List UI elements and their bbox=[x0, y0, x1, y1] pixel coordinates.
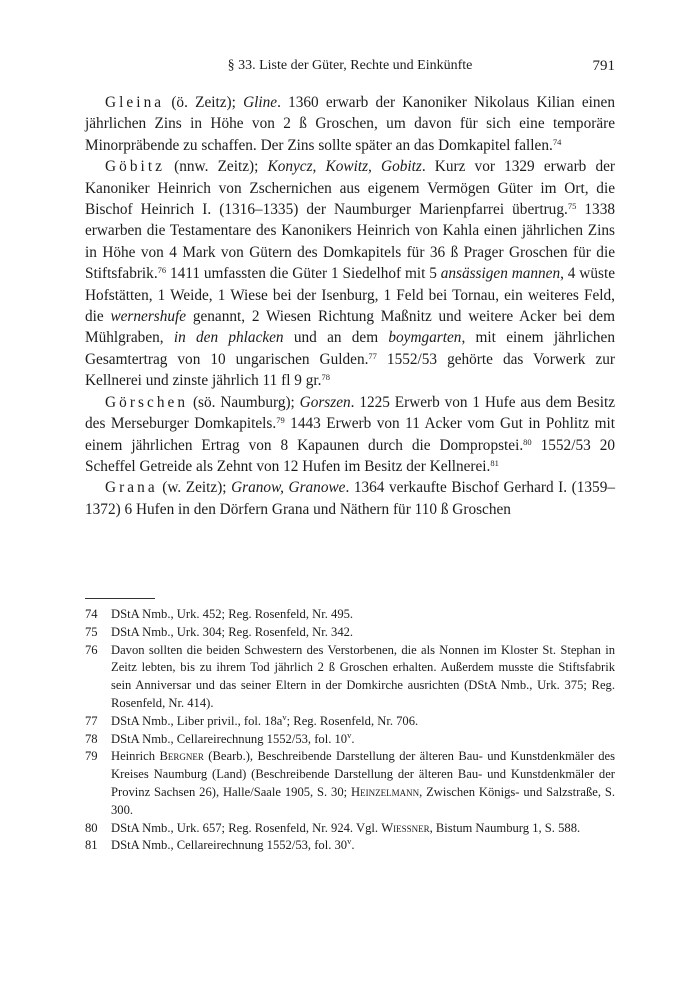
text-run: DStA Nmb., Urk. 304; Reg. Rosenfeld, Nr. 342. bbox=[111, 624, 354, 639]
text-run: . 1225 Erwerb von 1 Hufe aus dem Besitz des Merseburger Domkapitels. bbox=[85, 393, 615, 433]
footnote bbox=[85, 606, 615, 624]
footnote-text bbox=[111, 624, 615, 642]
text-run: 1552/53 gehörte das Vorwerk zur Kellnerei und zinste jährlich 11 fl 9 gr. bbox=[85, 350, 615, 390]
name-variants: Gline bbox=[243, 94, 278, 111]
text-run: genannt, 2 Wiesen Richtung Maßnitz und weitere Acker bei dem Mühlgraben, bbox=[85, 308, 615, 347]
footnote-ref: 80 bbox=[523, 436, 532, 447]
entry-paragraph bbox=[85, 156, 615, 391]
author-name: Wiessner bbox=[381, 820, 430, 835]
italic-term: in den phlacken bbox=[173, 329, 284, 347]
footnote bbox=[85, 748, 615, 819]
footnote-number: 74 bbox=[85, 607, 98, 621]
footnote-ref: 79 bbox=[276, 415, 285, 426]
text-run: 1443 Erwerb von 11 Acker vom Gut in Pohlitz mit einem jährlichen Ertrag von 8 Kapaunen durch die Dompropstei. bbox=[85, 415, 615, 454]
text-run: 1552/53 20 Scheffel Getreide als Zehnt von 12 Hufen im Besitz der Kellnerei. bbox=[85, 436, 615, 475]
place-name: Göbitz bbox=[105, 158, 165, 176]
place-name: Gleina bbox=[105, 94, 165, 111]
name-variants: Granow, Granowe bbox=[231, 479, 346, 497]
footnote-text bbox=[111, 748, 615, 819]
footnote-ref: v bbox=[347, 836, 352, 847]
author-name: Bergner bbox=[159, 749, 204, 764]
text-run: DStA Nmb., Cellareirechnung 1552/53, fol. 10 bbox=[111, 731, 348, 746]
footnote-ref: 76 bbox=[157, 265, 167, 276]
footnote-number: 79 bbox=[85, 749, 98, 764]
text-run: . 1360 erwarb der Kanoniker Nikolaus Kilian einen jährlichen Zins in Höhe von 2 ß Groschen, um davon für sich eine temporäre Minorpräbende zu schaffen. Der Zins sollte später an das Domkapitel fallen. bbox=[85, 94, 615, 154]
footnote-number: 77 bbox=[85, 713, 98, 728]
place-name: Grana bbox=[105, 479, 158, 497]
place-location: (ö. Zeitz); bbox=[164, 94, 244, 111]
text-run: DStA Nmb., Cellareirechnung 1552/53, fol. 30 bbox=[111, 838, 348, 853]
text-run: 1338 erwarben die Testamentare des Kanonikers Heinrich von Kahla einen jährlichen Zins in Höhe von 4 Mark von Gütern des Domkapitels für 36 ß Prager Groschen für die Stiftsfabrik. bbox=[85, 201, 615, 283]
name-variants: Konycz, Kowitz, Gobitz bbox=[267, 158, 422, 176]
text-run: Davon sollten die beiden Schwestern des Verstorbenen, die als Nonnen im Kloster St. Stephan in Zeitz lebten, bis zu ihrem Tod jährlich 2 ß Groschen erhalten. Außerdem musste die Stiftsfabrik sein Anniversar und das seiner Eltern in der Domkirche ausrichten (DStA Nmb., Urk. 375; Reg. Rosenfeld, Nr. 414). bbox=[111, 642, 615, 710]
footnote bbox=[85, 624, 615, 642]
text-run: , mit einem jährlichen Gesamtertrag von 10 ungarischen Gulden. bbox=[85, 329, 615, 368]
text-run: , Zwischen Königs- und Salzstraße, S. 300. bbox=[111, 784, 616, 817]
running-header bbox=[85, 58, 615, 82]
text-run: . bbox=[351, 838, 355, 853]
footnote-number: 81 bbox=[85, 838, 98, 853]
footnote-ref: 81 bbox=[490, 457, 499, 468]
page-number: 791 bbox=[592, 58, 615, 74]
text-run: 1411 umfassten die Güter 1 Siedelhof mit 5 bbox=[166, 265, 441, 283]
italic-term: wernershufe bbox=[110, 308, 187, 326]
text-run: DStA Nmb., Urk. 452; Reg. Rosenfeld, Nr. 495. bbox=[111, 607, 354, 621]
footnote bbox=[85, 820, 615, 838]
text-run: (Bearb.), Beschreibende Darstellung der älteren Bau- und Kunstdenkmäler des Kreises Naumburg (Land) (Beschreibende Darstellung der älteren Bau- und Kunstdenkmäler der Provinz Sachsen 26), Halle/Saale 1905, S. 30; bbox=[111, 749, 615, 799]
footnote-number: 78 bbox=[85, 731, 98, 746]
place-name: Görschen bbox=[105, 393, 189, 411]
text-run: . Kurz vor 1329 erwarb der Kanoniker Heinrich von Zschernichen aus eigenem Vermögen Güter im Ort, die Bischof Heinrich I. (1316–1335) der Naumburger Marienpfarrei übertrug. bbox=[85, 158, 615, 219]
text-run: , Bistum Naumburg 1, S. 588. bbox=[429, 820, 581, 835]
footnote-rule bbox=[85, 598, 155, 599]
place-location: (w. Zeitz); bbox=[157, 479, 232, 497]
place-location: (sö. Naumburg); bbox=[188, 393, 300, 411]
footnote bbox=[85, 713, 615, 731]
footnote-text bbox=[111, 731, 615, 749]
footnote-number: 80 bbox=[85, 820, 98, 835]
main-text bbox=[85, 92, 615, 520]
text-run: Heinrich bbox=[111, 749, 160, 764]
entry-paragraph bbox=[85, 392, 615, 478]
footnote-ref: 78 bbox=[321, 372, 330, 383]
footnote-ref: 75 bbox=[567, 201, 577, 212]
text-run: DStA Nmb., Urk. 657; Reg. Rosenfeld, Nr. 924. Vgl. bbox=[111, 820, 382, 835]
footnote-number: 76 bbox=[85, 642, 98, 657]
footnote-text bbox=[111, 837, 615, 855]
text-run: . bbox=[351, 731, 355, 746]
text-run: ; Reg. Rosenfeld, Nr. 706. bbox=[286, 713, 419, 728]
footnote bbox=[85, 731, 615, 749]
place-location: (nnw. Zeitz); bbox=[165, 158, 268, 176]
text-run: . 1364 verkaufte Bischof Gerhard I. (1359–1372) 6 Hufen in den Dörfern Grana und Näthern für 110 ß Groschen bbox=[85, 479, 615, 518]
entry-paragraph bbox=[85, 92, 615, 156]
footnote bbox=[85, 837, 615, 855]
footnote-ref: v bbox=[347, 729, 352, 740]
footnote-ref: 74 bbox=[552, 136, 562, 147]
running-title: § 33. Liste der Güter, Rechte und Einkünfte bbox=[227, 58, 473, 73]
text-run: DStA Nmb., Liber privil., fol. 18a bbox=[111, 713, 283, 728]
footnotes bbox=[85, 606, 615, 855]
italic-term: boymgarten bbox=[388, 329, 462, 347]
footnote-ref: 77 bbox=[368, 350, 377, 361]
footnote-text bbox=[111, 713, 615, 731]
italic-term: ansässigen mannen bbox=[440, 265, 561, 283]
text-run: und an dem bbox=[283, 329, 389, 347]
footnote-text bbox=[111, 642, 615, 713]
entry-paragraph bbox=[85, 477, 615, 520]
name-variants: Gorszen bbox=[299, 393, 351, 411]
footnote-text bbox=[111, 606, 615, 624]
footnote-number: 75 bbox=[85, 624, 98, 639]
text-run: , 4 wüste Hofstätten, 1 Weide, 1 Wiese bei der Isenburg, 1 Feld bei Tornau, ein weiteres Feld, die bbox=[85, 265, 615, 326]
footnote-ref: v bbox=[282, 711, 287, 722]
footnote-text bbox=[111, 820, 615, 838]
footnote bbox=[85, 642, 615, 713]
author-name: Heinzelmann bbox=[351, 784, 420, 799]
